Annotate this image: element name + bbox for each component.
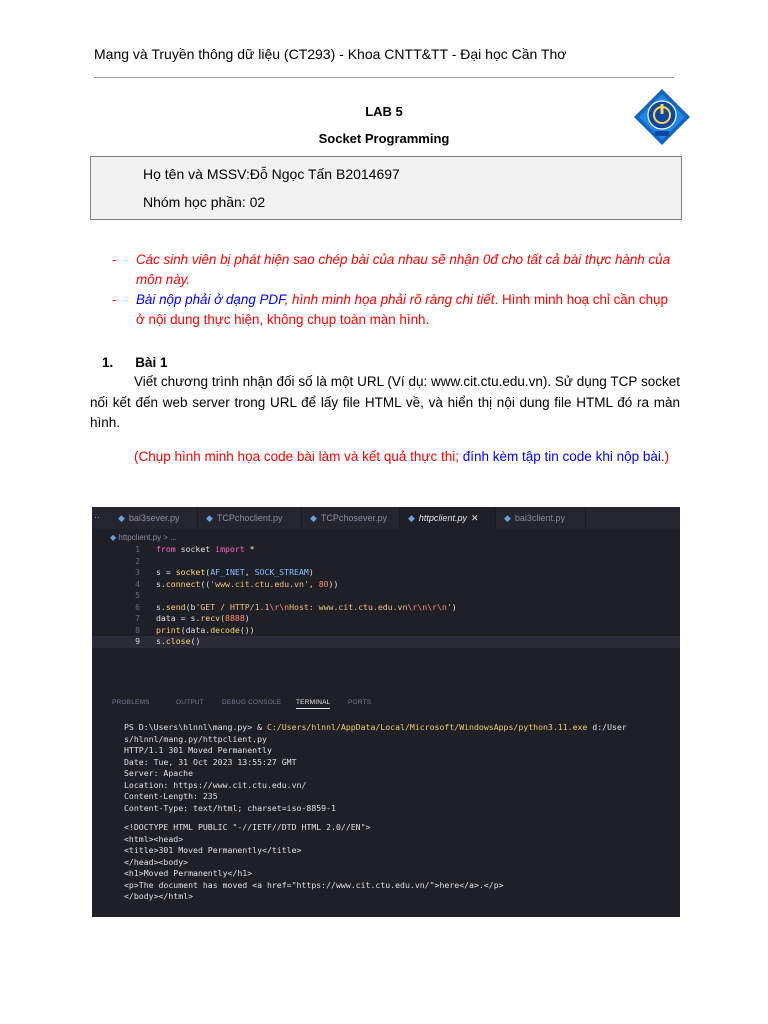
line-number: 2 (135, 555, 140, 566)
code-token: from (156, 544, 176, 554)
code-line (92, 567, 680, 579)
code-token: decode (210, 624, 240, 635)
code-token: Host: www.cit.ctu.edu.vn (289, 601, 408, 612)
line-number: 5 (135, 590, 140, 600)
terminal-line: <title>301 Moved Permanently</title> (124, 845, 302, 855)
code-token: \r\n\r\n (407, 601, 447, 612)
code-token: ( (220, 613, 226, 623)
code-token: AF_INET (210, 567, 245, 577)
section-heading (102, 355, 168, 370)
code-token: s. (156, 578, 166, 589)
terminal-prompt: PS D:\Users\hlnnl\mang.py> & (124, 722, 267, 732)
more-tabs-icon[interactable]: ·· (94, 512, 100, 522)
code-line (92, 602, 680, 614)
code-token: socket (175, 567, 206, 577)
terminal-line: <p>The document has moved <a href="https://www.cit.ctu.edu.vn/">here</a>.</p> (124, 879, 504, 890)
code-token: s = (156, 567, 176, 577)
note-bullet: - (112, 292, 117, 307)
note-image-detail: hình minh họa phải rõ ràng chi tiết (292, 292, 495, 307)
code-token: 80 (318, 578, 329, 589)
editor-tabbar (92, 507, 680, 529)
terminal-line: Content-Length: 235 (124, 791, 218, 801)
code-token: 8888 (225, 613, 245, 623)
close-icon[interactable]: ✕ (470, 513, 479, 523)
code-line (92, 544, 680, 556)
code-token: s. (156, 601, 166, 612)
exercise-description: Viết chương trình nhận đối số là một URL (Ví dụ: www.cit.ctu.edu.vn). Sử dụng TCP socket nối kết đến web server trong URL để lấy file HTML về, và hiển thị nội dung file HTML đó ra màn hình. (90, 374, 680, 430)
terminal-line: Server: Apache (124, 768, 194, 778)
terminal-arg: d:/User (587, 722, 627, 732)
exercise-instruction (90, 447, 680, 467)
terminal-line: </head><body> (124, 856, 189, 867)
code-token: print (156, 624, 181, 635)
terminal-spacer (124, 814, 680, 822)
code-line (92, 613, 680, 625)
tab-ports[interactable]: PORTS (348, 699, 372, 706)
code-line (92, 590, 680, 602)
line-number: 8 (135, 624, 140, 635)
tab-debug-console[interactable]: DEBUG CONSOLE (222, 699, 282, 706)
line-number: 6 (135, 601, 140, 612)
instruction-red: (Chụp hình minh họa code bài làm và kết quả thực thi; (134, 449, 463, 464)
code-token: \r\n (269, 601, 290, 612)
student-info-box (90, 156, 682, 220)
breadcrumb[interactable] (110, 533, 177, 542)
vscode-screenshot (92, 507, 680, 917)
python-file-icon: ◆ (206, 513, 213, 523)
code-token: (( (200, 578, 211, 589)
code-token: recv (200, 613, 221, 623)
code-token: 'www.cit.ctu.edu.vn' (210, 578, 309, 589)
tab-label: httpclient.py (418, 513, 467, 523)
line-number: 9 (135, 636, 140, 646)
terminal-line: <html><head> (124, 833, 184, 844)
code-line (92, 556, 680, 568)
student-group: Nhóm học phần: 02 (143, 194, 266, 210)
notes-list (112, 250, 680, 330)
terminal-line: s/hlnnl/mang.py/httpclient.py (124, 733, 267, 744)
code-token: , (308, 578, 319, 589)
note-item (112, 290, 680, 330)
code-token: connect (165, 578, 201, 589)
line-number: 7 (135, 613, 140, 623)
code-token: s. (156, 636, 166, 646)
student-name: Họ tên và MSSV:Đỗ Ngọc Tấn B2014697 (143, 166, 400, 182)
terminal-line: Content-Type: text/html; charset=iso-8859-1 (124, 802, 336, 813)
course-header: Mạng và Truyền thông dữ liệu (CT293) - Khoa CNTT&TT - Đại học Cần Thơ (94, 46, 567, 62)
instruction-blue: đính kèm tập tin code khi nộp bài. (462, 449, 665, 464)
lab-number: LAB 5 (365, 104, 403, 119)
terminal-line: Location: https://www.cit.ctu.edu.vn/ (124, 779, 307, 790)
terminal-exe: C:/Users/hlnnl/AppData/Local/Microsoft/WindowsApps/python3.11.exe (266, 722, 588, 732)
panel-tabbar (92, 697, 680, 711)
code-token: , (244, 567, 255, 577)
code-token: send (165, 601, 186, 612)
python-file-icon: ◆ (504, 513, 511, 523)
code-token: ( (205, 567, 211, 577)
tab-output[interactable]: OUTPUT (176, 699, 204, 706)
code-line-current (92, 636, 680, 648)
line-number: 4 (135, 578, 140, 589)
tab-label: bai3sever.py (128, 513, 180, 523)
tab-label: bai3client.py (514, 513, 565, 523)
code-token: ) (451, 601, 457, 612)
instruction-end: ) (664, 449, 670, 464)
code-token: close (165, 636, 191, 646)
section-number: 1. (102, 355, 114, 370)
terminal-command (124, 722, 680, 734)
code-token: 'GET / HTTP/1.1 (195, 601, 270, 612)
header-divider (94, 77, 674, 78)
python-file-icon: ◆ (110, 533, 119, 542)
code-line (92, 625, 680, 637)
code-token: socket (175, 544, 216, 554)
tab-label: TCPchosever.py (320, 513, 387, 523)
note-pdf: Bài nộp phải ở dạng PDF (136, 292, 285, 307)
note-bullet: - (112, 252, 117, 267)
code-token: ()) (239, 624, 255, 635)
python-file-icon: ◆ (310, 513, 317, 523)
university-logo-icon (633, 88, 691, 146)
code-token: * (244, 544, 255, 554)
code-token: ) (308, 567, 314, 577)
terminal-line: </body></html> (124, 891, 194, 901)
note-item (112, 250, 680, 290)
code-line (92, 579, 680, 591)
tab-bai3sever[interactable] (110, 507, 198, 529)
tab-bai3client[interactable] (496, 507, 586, 529)
tab-problems[interactable]: PROBLEMS (112, 699, 150, 706)
tab-httpclient[interactable] (400, 507, 496, 529)
note-comma: , (284, 292, 293, 307)
code-token: SOCK_STREAM (254, 567, 309, 577)
tab-tcpchoclient[interactable] (198, 507, 302, 529)
terminal-line: Date: Tue, 31 Oct 2023 13:55:27 GMT (124, 756, 297, 767)
terminal-line: <!DOCTYPE HTML PUBLIC "-//IETF//DTD HTML 2.0//EN"> (124, 822, 371, 832)
code-token: ) (244, 613, 250, 623)
note-plagiarism: Các sinh viên bị phát hiện sao chép bài của nhau sẽ nhận 0đ cho tất cả bài thực hành của môn này. (136, 252, 671, 287)
lab-subject: Socket Programming (318, 131, 450, 146)
terminal-line: HTTP/1.1 301 Moved Permanently (124, 745, 272, 755)
code-token: )) (328, 578, 339, 589)
line-number: 3 (135, 567, 140, 577)
breadcrumb-text: httpclient.py > ... (118, 533, 177, 542)
note-screenshot: . Hình minh hoạ chỉ cần chụp ở nội dung thực hiện, không chụp toàn màn hình. (136, 292, 668, 327)
tab-terminal[interactable]: TERMINAL (296, 699, 330, 709)
section-title: Bài 1 (135, 355, 168, 370)
terminal-line: <h1>Moved Permanently</h1> (124, 868, 253, 878)
tab-label: TCPchoclient.py (216, 513, 283, 523)
code-editor[interactable] (92, 544, 680, 648)
tab-tcpchosever[interactable] (302, 507, 400, 529)
python-file-icon: ◆ (408, 513, 415, 523)
code-token: (b (185, 601, 196, 612)
code-token: data = s. (156, 613, 201, 623)
code-token: ' (446, 601, 452, 612)
terminal-output[interactable] (124, 722, 680, 903)
code-token: (data. (180, 624, 211, 635)
code-token: () (190, 636, 201, 646)
line-number: 1 (135, 544, 140, 554)
python-file-icon: ◆ (118, 513, 125, 523)
code-token: import (215, 544, 245, 554)
